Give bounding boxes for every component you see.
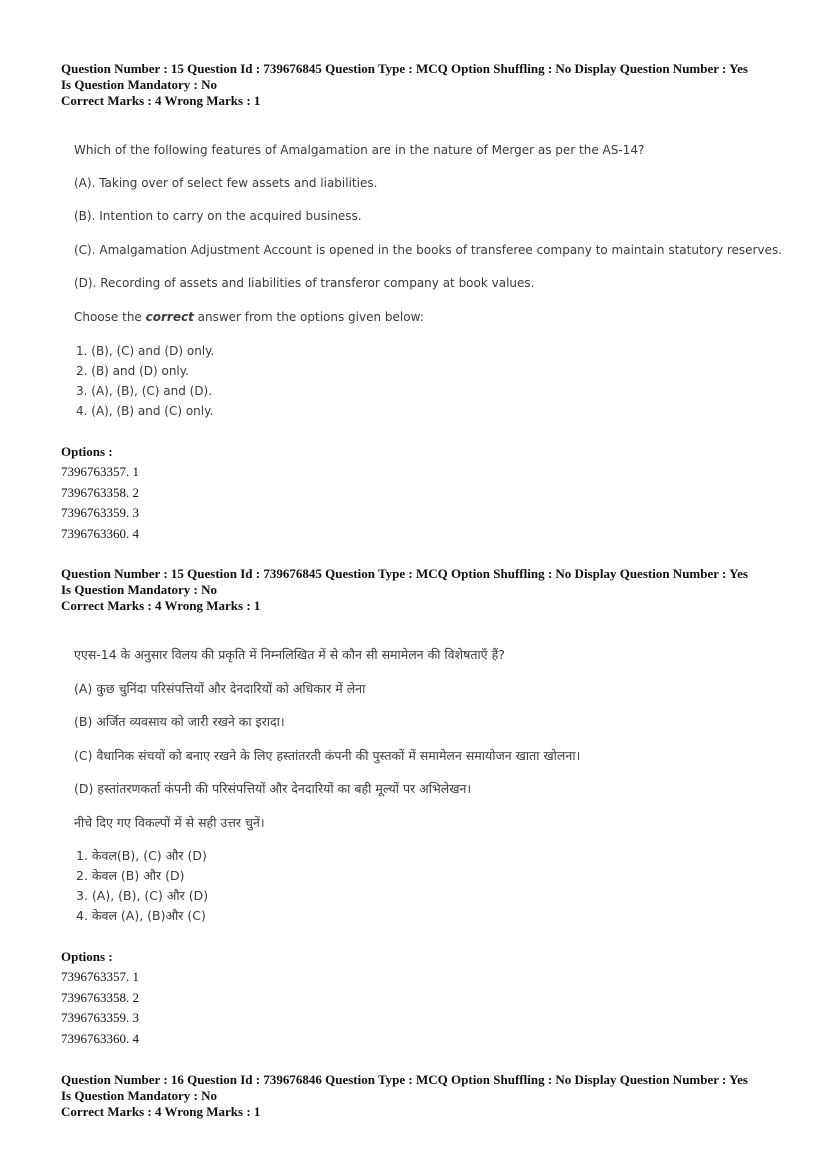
mandatory-line: Is Question Mandatory : No bbox=[61, 1088, 218, 1103]
question-header bbox=[61, 566, 748, 614]
mandatory-line: Is Question Mandatory : No bbox=[61, 582, 218, 597]
question-meta-line: Question Number : 16 Question Id : 739676846 Question Type : MCQ Option Shuffling : No Display Question Number : Yes bbox=[61, 1072, 748, 1087]
statement-d: (D). Recording of assets and liabilities of transferor company at book values. bbox=[74, 276, 535, 290]
choice-item: 2. केवल (B) और (D) bbox=[76, 868, 185, 883]
choice-item: 3. (A), (B), (C) and (D). bbox=[76, 384, 213, 398]
statement-c: (C). Amalgamation Adjustment Account is opened in the books of transferee company to maintain statutory reserves. bbox=[74, 243, 783, 257]
statement-a: (A). Taking over of select few assets and liabilities. bbox=[74, 176, 378, 190]
answer-choices bbox=[76, 341, 214, 421]
statement-d: (D) हस्तांतरणकर्ता कंपनी की परिसंपत्तियों और देनदारियों का बही मूल्यों पर अभिलेखन। bbox=[74, 781, 472, 796]
choice-item: 2. (B) and (D) only. bbox=[76, 364, 189, 378]
statement-a: (A) कुछ चुनिंदा परिसंपत्तियों और देनदारियों को अधिकार में लेना bbox=[74, 681, 366, 696]
marks-line: Correct Marks : 4 Wrong Marks : 1 bbox=[61, 1104, 261, 1119]
question-header bbox=[61, 1072, 748, 1120]
marks-line: Correct Marks : 4 Wrong Marks : 1 bbox=[61, 93, 261, 108]
options-label: Options : bbox=[61, 444, 113, 459]
options-label: Options : bbox=[61, 949, 113, 964]
options-list bbox=[61, 967, 139, 1049]
choice-item: 1. केवल(B), (C) और (D) bbox=[76, 848, 207, 863]
statement-b: (B) अर्जित व्यवसाय को जारी रखने का इरादा। bbox=[74, 714, 285, 729]
option-item: 7396763360. 4 bbox=[61, 1030, 139, 1046]
option-item: 7396763358. 2 bbox=[61, 484, 139, 500]
option-item: 7396763358. 2 bbox=[61, 989, 139, 1005]
option-item: 7396763357. 1 bbox=[61, 969, 139, 984]
question-meta-line: Question Number : 15 Question Id : 739676845 Question Type : MCQ Option Shuffling : No Display Question Number : Yes bbox=[61, 566, 748, 581]
question-stem: Which of the following features of Amalgamation are in the nature of Merger as per the AS-14? bbox=[74, 143, 645, 157]
statement-c: (C) वैधानिक संचयों को बनाए रखने के लिए हस्तांतरती कंपनी की पुस्तकों में समामेलन समायोजन खाता खोलना। bbox=[74, 748, 581, 763]
question-meta-line: Question Number : 15 Question Id : 739676845 Question Type : MCQ Option Shuffling : No Display Question Number : Yes bbox=[61, 61, 748, 76]
option-item: 7396763357. 1 bbox=[61, 464, 139, 479]
instruction-emphasis: correct bbox=[145, 310, 194, 324]
choice-item: 4. (A), (B) and (C) only. bbox=[76, 404, 214, 418]
choice-item: 4. केवल (A), (B)और (C) bbox=[76, 908, 206, 923]
mandatory-line: Is Question Mandatory : No bbox=[61, 77, 218, 92]
option-item: 7396763359. 3 bbox=[61, 505, 139, 520]
choice-item: 1. (B), (C) and (D) only. bbox=[76, 344, 215, 358]
answer-choices bbox=[76, 846, 208, 926]
choice-item: 3. (A), (B), (C) और (D) bbox=[76, 888, 209, 903]
question-stem: एएस-14 के अनुसार विलय की प्रकृति में निम्नलिखित में से कौन सी समामेलन की विशेषताएँ हैं? bbox=[74, 647, 505, 662]
instruction: Choose the correct answer from the options given below: bbox=[74, 310, 424, 324]
instruction: नीचे दिए गए विकल्पों में से सही उत्तर चुनें। bbox=[74, 815, 265, 830]
statement-b: (B). Intention to carry on the acquired business. bbox=[74, 209, 362, 223]
marks-line: Correct Marks : 4 Wrong Marks : 1 bbox=[61, 598, 261, 613]
options-list bbox=[61, 462, 139, 544]
option-item: 7396763359. 3 bbox=[61, 1010, 139, 1025]
option-item: 7396763360. 4 bbox=[61, 525, 139, 541]
question-header bbox=[61, 61, 748, 109]
